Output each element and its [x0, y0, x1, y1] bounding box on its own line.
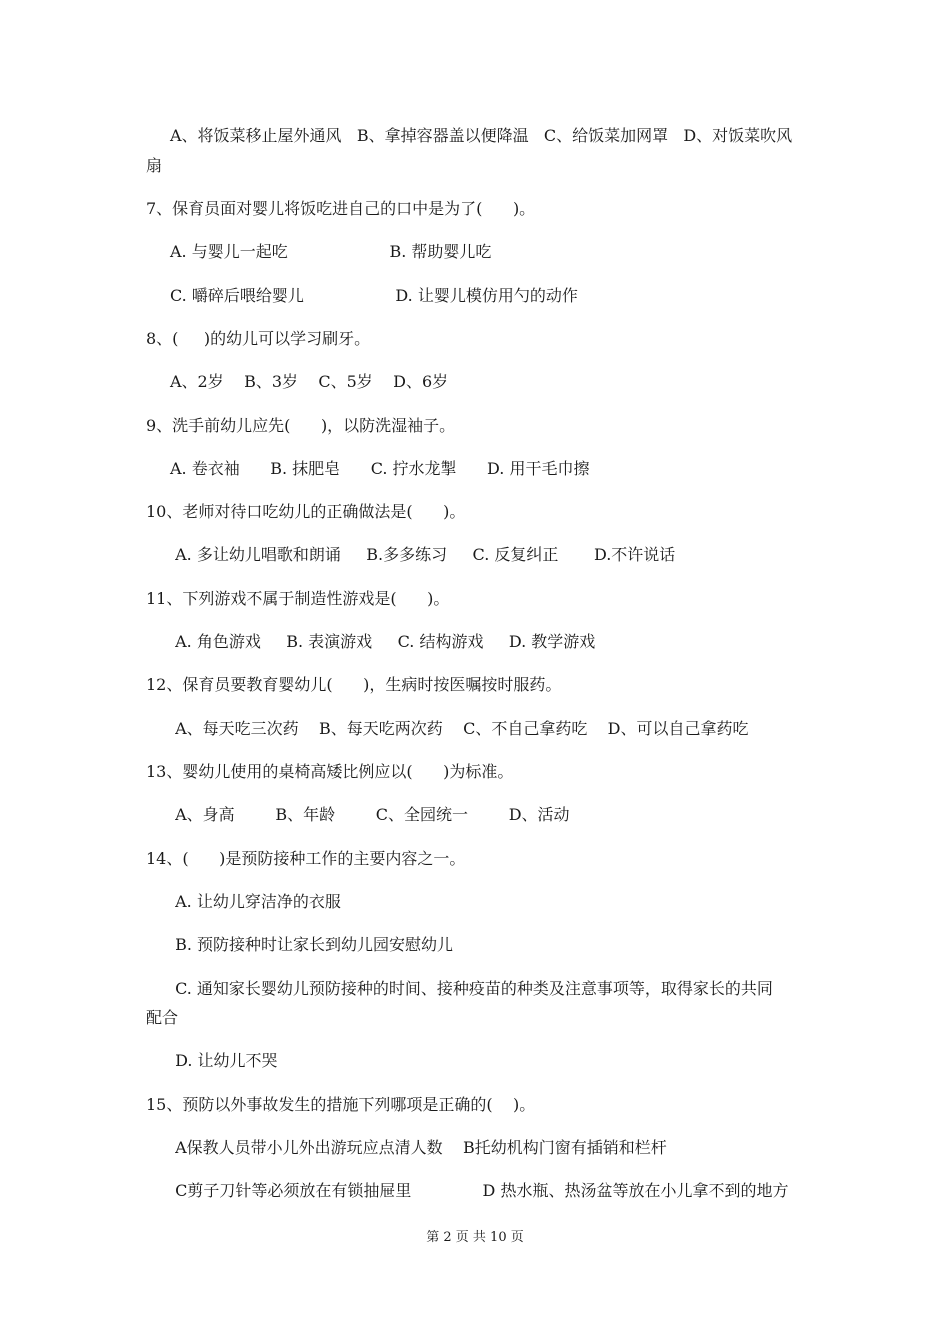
- page-footer: 第 2 页 共 10 页: [426, 1230, 524, 1245]
- option-line: A、身高 B、年龄 C、全园统一 D、活动: [170, 805, 570, 824]
- option-line: D. 让幼儿不哭: [170, 1051, 278, 1070]
- question-line: 15、预防以外事故发生的措施下列哪项是正确的( )。: [146, 1095, 536, 1114]
- option-line: B. 预防接种时让家长到幼儿园安慰幼儿: [170, 935, 454, 954]
- question-line: 11、下列游戏不属于制造性游戏是( )。: [146, 589, 450, 608]
- option-line: A. 让幼儿穿洁净的衣服: [170, 892, 341, 911]
- option-line: A. 多让幼儿唱歌和朗诵 B.多多练习 C. 反复纠正 D.不许说话: [170, 545, 676, 564]
- option-line: A、2岁 B、3岁 C、5岁 D、6岁: [170, 372, 449, 391]
- continuation-line: 扇: [146, 156, 163, 175]
- question-line: 10、老师对待口吃幼儿的正确做法是( )。: [146, 502, 466, 521]
- option-line: C. 通知家长婴幼儿预防接种的时间、接种疫苗的种类及注意事项等，取得家长的共同: [170, 979, 773, 998]
- question-line: 8、( )的幼儿可以学习刷牙。: [146, 329, 371, 348]
- question-line: 7、保育员面对婴儿将饭吃进自己的口中是为了( )。: [146, 199, 536, 218]
- question-line: 9、洗手前幼儿应先( )，以防洗湿袖子。: [146, 416, 456, 435]
- option-line: C. 嚼碎后喂给婴儿 D. 让婴儿模仿用勺的动作: [170, 286, 578, 305]
- option-line: A. 卷衣袖 B. 抹肥皂 C. 拧水龙掣 D. 用干毛巾擦: [170, 459, 590, 478]
- question-line: 13、婴幼儿使用的桌椅高矮比例应以( )为标准。: [146, 762, 514, 781]
- question-line: 14、( )是预防接种工作的主要内容之一。: [146, 849, 466, 868]
- option-line: A. 角色游戏 B. 表演游戏 C. 结构游戏 D. 教学游戏: [170, 632, 596, 651]
- option-line: A、将饭菜移止屋外通风 B、拿掉容器盖以便降温 C、给饭菜加网罩 D、对饭菜吹风: [170, 126, 793, 145]
- option-line: A、每天吃三次药 B、每天吃两次药 C、不自己拿药吃 D、可以自己拿药吃: [170, 719, 749, 738]
- option-line: A. 与婴儿一起吃 B. 帮助婴儿吃: [170, 242, 492, 261]
- option-line: C剪子刀针等必须放在有锁抽屉里 D 热水瓶、热汤盆等放在小儿拿不到的地方: [170, 1181, 789, 1200]
- option-line: A保教人员带小儿外出游玩应点清人数 B托幼机构门窗有插销和栏杆: [170, 1138, 667, 1157]
- question-line: 12、保育员要教育婴幼儿( )，生病时按医嘱按时服药。: [146, 675, 562, 694]
- continuation-line: 配合: [146, 1008, 179, 1027]
